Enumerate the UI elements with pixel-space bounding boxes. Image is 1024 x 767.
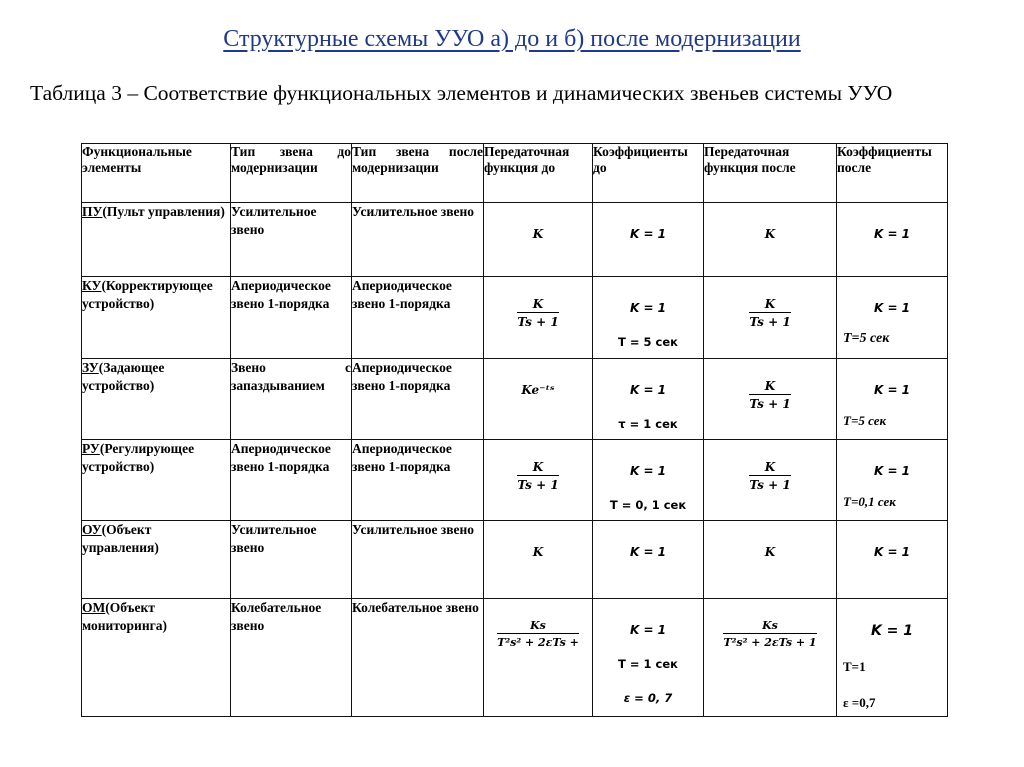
- tf-before: Ke⁻ᵗˢ: [521, 383, 555, 397]
- table-row: [82, 521, 948, 599]
- element-abbr: РУ: [82, 441, 100, 456]
- type-before-cell: Апериодическое звено 1-порядка: [231, 440, 352, 521]
- element-cell: [82, 521, 231, 599]
- tf-after: K: [764, 545, 776, 559]
- type-before-cell: Усилительное звено: [231, 203, 352, 277]
- tf-numerator: Ks: [723, 619, 816, 634]
- element-abbr: КУ: [82, 278, 102, 293]
- coef-after-cell: [837, 277, 948, 359]
- coef-after-cell: [837, 440, 948, 521]
- coef-after: K = 1: [873, 383, 911, 397]
- type-after-cell: Апериодическое звено 1-порядка: [352, 440, 484, 521]
- coef-after: K = 1: [873, 464, 911, 478]
- element-name: (Корректирующее устройство): [82, 278, 213, 311]
- tf-after-cell: [704, 277, 837, 359]
- coef-after-note: T=5 сек: [843, 413, 887, 428]
- element-cell: [82, 440, 231, 521]
- tf-numerator: K: [749, 297, 790, 313]
- tf-after-fraction: [723, 619, 816, 649]
- header-coef-before: Коэффициенты до: [593, 144, 704, 203]
- type-after-cell: Апериодическое звено 1-порядка: [352, 277, 484, 359]
- element-abbr: ЗУ: [82, 360, 99, 375]
- type-before-cell: Колебательное звено: [231, 599, 352, 717]
- element-name: (Пульт управления): [102, 204, 225, 219]
- header-type-after: Тип звена после модернизации: [352, 144, 484, 203]
- tf-denominator: Ts + 1: [749, 397, 791, 411]
- coef-before: K = 1: [629, 383, 667, 397]
- coef-after: K = 1: [873, 301, 911, 315]
- tf-numerator: K: [749, 379, 790, 395]
- tf-before-fraction: [517, 297, 558, 329]
- type-before-cell: Апериодическое звено 1-порядка: [231, 277, 352, 359]
- type-after-cell: Колебательное звено: [352, 599, 484, 717]
- tf-denominator: Ts + 1: [517, 315, 559, 329]
- coef-before: K = 1: [629, 301, 667, 315]
- table-row: [82, 599, 948, 717]
- tf-before-cell: [484, 599, 593, 717]
- tf-after-cell: [704, 203, 837, 277]
- type-after-cell: Усилительное звено: [352, 203, 484, 277]
- element-name: (Регулирующее устройство): [82, 441, 195, 474]
- coef-after-cell: [837, 359, 948, 440]
- table-header-row: [82, 144, 948, 203]
- coef-after-note: T=1: [843, 659, 866, 674]
- table-row: [82, 440, 948, 521]
- tf-before-cell: [484, 521, 593, 599]
- type-before-cell: Усилительное звено: [231, 521, 352, 599]
- tf-after-cell: [704, 521, 837, 599]
- element-name: (Объект мониторинга): [82, 600, 167, 633]
- header-tf-before: Передаточная функция до: [484, 144, 593, 203]
- correspondence-table: [81, 143, 948, 717]
- coef-before-cell: [593, 440, 704, 521]
- coef-after-note-2: ε =0,7: [843, 695, 876, 710]
- coef-before-param: τ = 1 сек: [618, 417, 678, 431]
- coef-before: K = 1: [629, 227, 667, 241]
- tf-after: K: [764, 227, 776, 241]
- header-coef-after: Коэффициенты после: [837, 144, 948, 203]
- tf-after-cell: [704, 440, 837, 521]
- tf-before-cell: [484, 359, 593, 440]
- coef-before-cell: [593, 599, 704, 717]
- tf-before-fraction: [497, 619, 579, 649]
- coef-before-cell: [593, 521, 704, 599]
- coef-before-cell: [593, 277, 704, 359]
- element-cell: [82, 599, 231, 717]
- slide-title: Структурные схемы УУО а) до и б) после модернизации: [223, 26, 801, 52]
- coef-after-note: T=0,1 сек: [843, 494, 896, 509]
- header-functional-elements: Функциональные элементы: [82, 144, 231, 203]
- element-cell: [82, 359, 231, 440]
- table-caption: Таблица 3 – Соответствие функциональных элементов и динамических звеньев системы УУО: [30, 81, 893, 105]
- tf-before-cell: [484, 440, 593, 521]
- tf-after-cell: [704, 599, 837, 717]
- element-name: (Задающее устройство): [82, 360, 165, 393]
- coef-before-param: T = 1 сек: [618, 657, 678, 671]
- tf-denominator: T²s² + 2εTs +: [497, 636, 579, 649]
- tf-denominator: T²s² + 2εTs + 1: [723, 636, 817, 649]
- element-abbr: ОМ: [82, 600, 106, 615]
- tf-numerator: K: [517, 297, 558, 313]
- element-name: (Объект управления): [82, 522, 159, 555]
- element-abbr: ОУ: [82, 522, 102, 537]
- element-cell: [82, 277, 231, 359]
- coef-before-param: T = 0, 1 сек: [609, 498, 687, 512]
- type-before-cell: Звено с запаздыванием: [231, 359, 352, 440]
- coef-after-cell: [837, 521, 948, 599]
- tf-before-cell: [484, 277, 593, 359]
- header-type-before: Тип звена до модернизации: [231, 144, 352, 203]
- tf-denominator: Ts + 1: [749, 478, 791, 492]
- tf-numerator: Ks: [497, 619, 579, 634]
- tf-before-fraction: [517, 460, 558, 492]
- tf-after-fraction: [749, 460, 790, 492]
- coef-before-cell: [593, 203, 704, 277]
- tf-before: K: [532, 545, 544, 559]
- tf-numerator: K: [517, 460, 558, 476]
- tf-denominator: Ts + 1: [517, 478, 559, 492]
- coef-after: K = 1: [873, 545, 911, 559]
- element-cell: [82, 203, 231, 277]
- coef-after-cell: [837, 203, 948, 277]
- coef-after: K = 1: [873, 227, 911, 241]
- table-row: [82, 277, 948, 359]
- tf-after-cell: [704, 359, 837, 440]
- tf-after-fraction: [749, 379, 790, 411]
- coef-before: K = 1: [629, 545, 667, 559]
- coef-before-param-2: ε = 0, 7: [623, 691, 673, 705]
- tf-after-fraction: [749, 297, 790, 329]
- type-after-cell: Апериодическое звено 1-порядка: [352, 359, 484, 440]
- tf-numerator: K: [749, 460, 790, 476]
- tf-before: K: [532, 227, 544, 241]
- table-row: [82, 203, 948, 277]
- coef-before-cell: [593, 359, 704, 440]
- tf-denominator: Ts + 1: [749, 315, 791, 329]
- header-tf-after: Передаточная функция после: [704, 144, 837, 203]
- type-after-cell: Усилительное звено: [352, 521, 484, 599]
- coef-after: K = 1: [870, 623, 914, 639]
- coef-before: K = 1: [629, 623, 667, 637]
- coef-before-param: T = 5 сек: [618, 335, 678, 349]
- table-row: [82, 359, 948, 440]
- element-abbr: ПУ: [82, 204, 103, 219]
- coef-before: K = 1: [629, 464, 667, 478]
- coef-after-note: T=5 сек: [843, 331, 890, 346]
- tf-before-cell: [484, 203, 593, 277]
- coef-after-cell: [837, 599, 948, 717]
